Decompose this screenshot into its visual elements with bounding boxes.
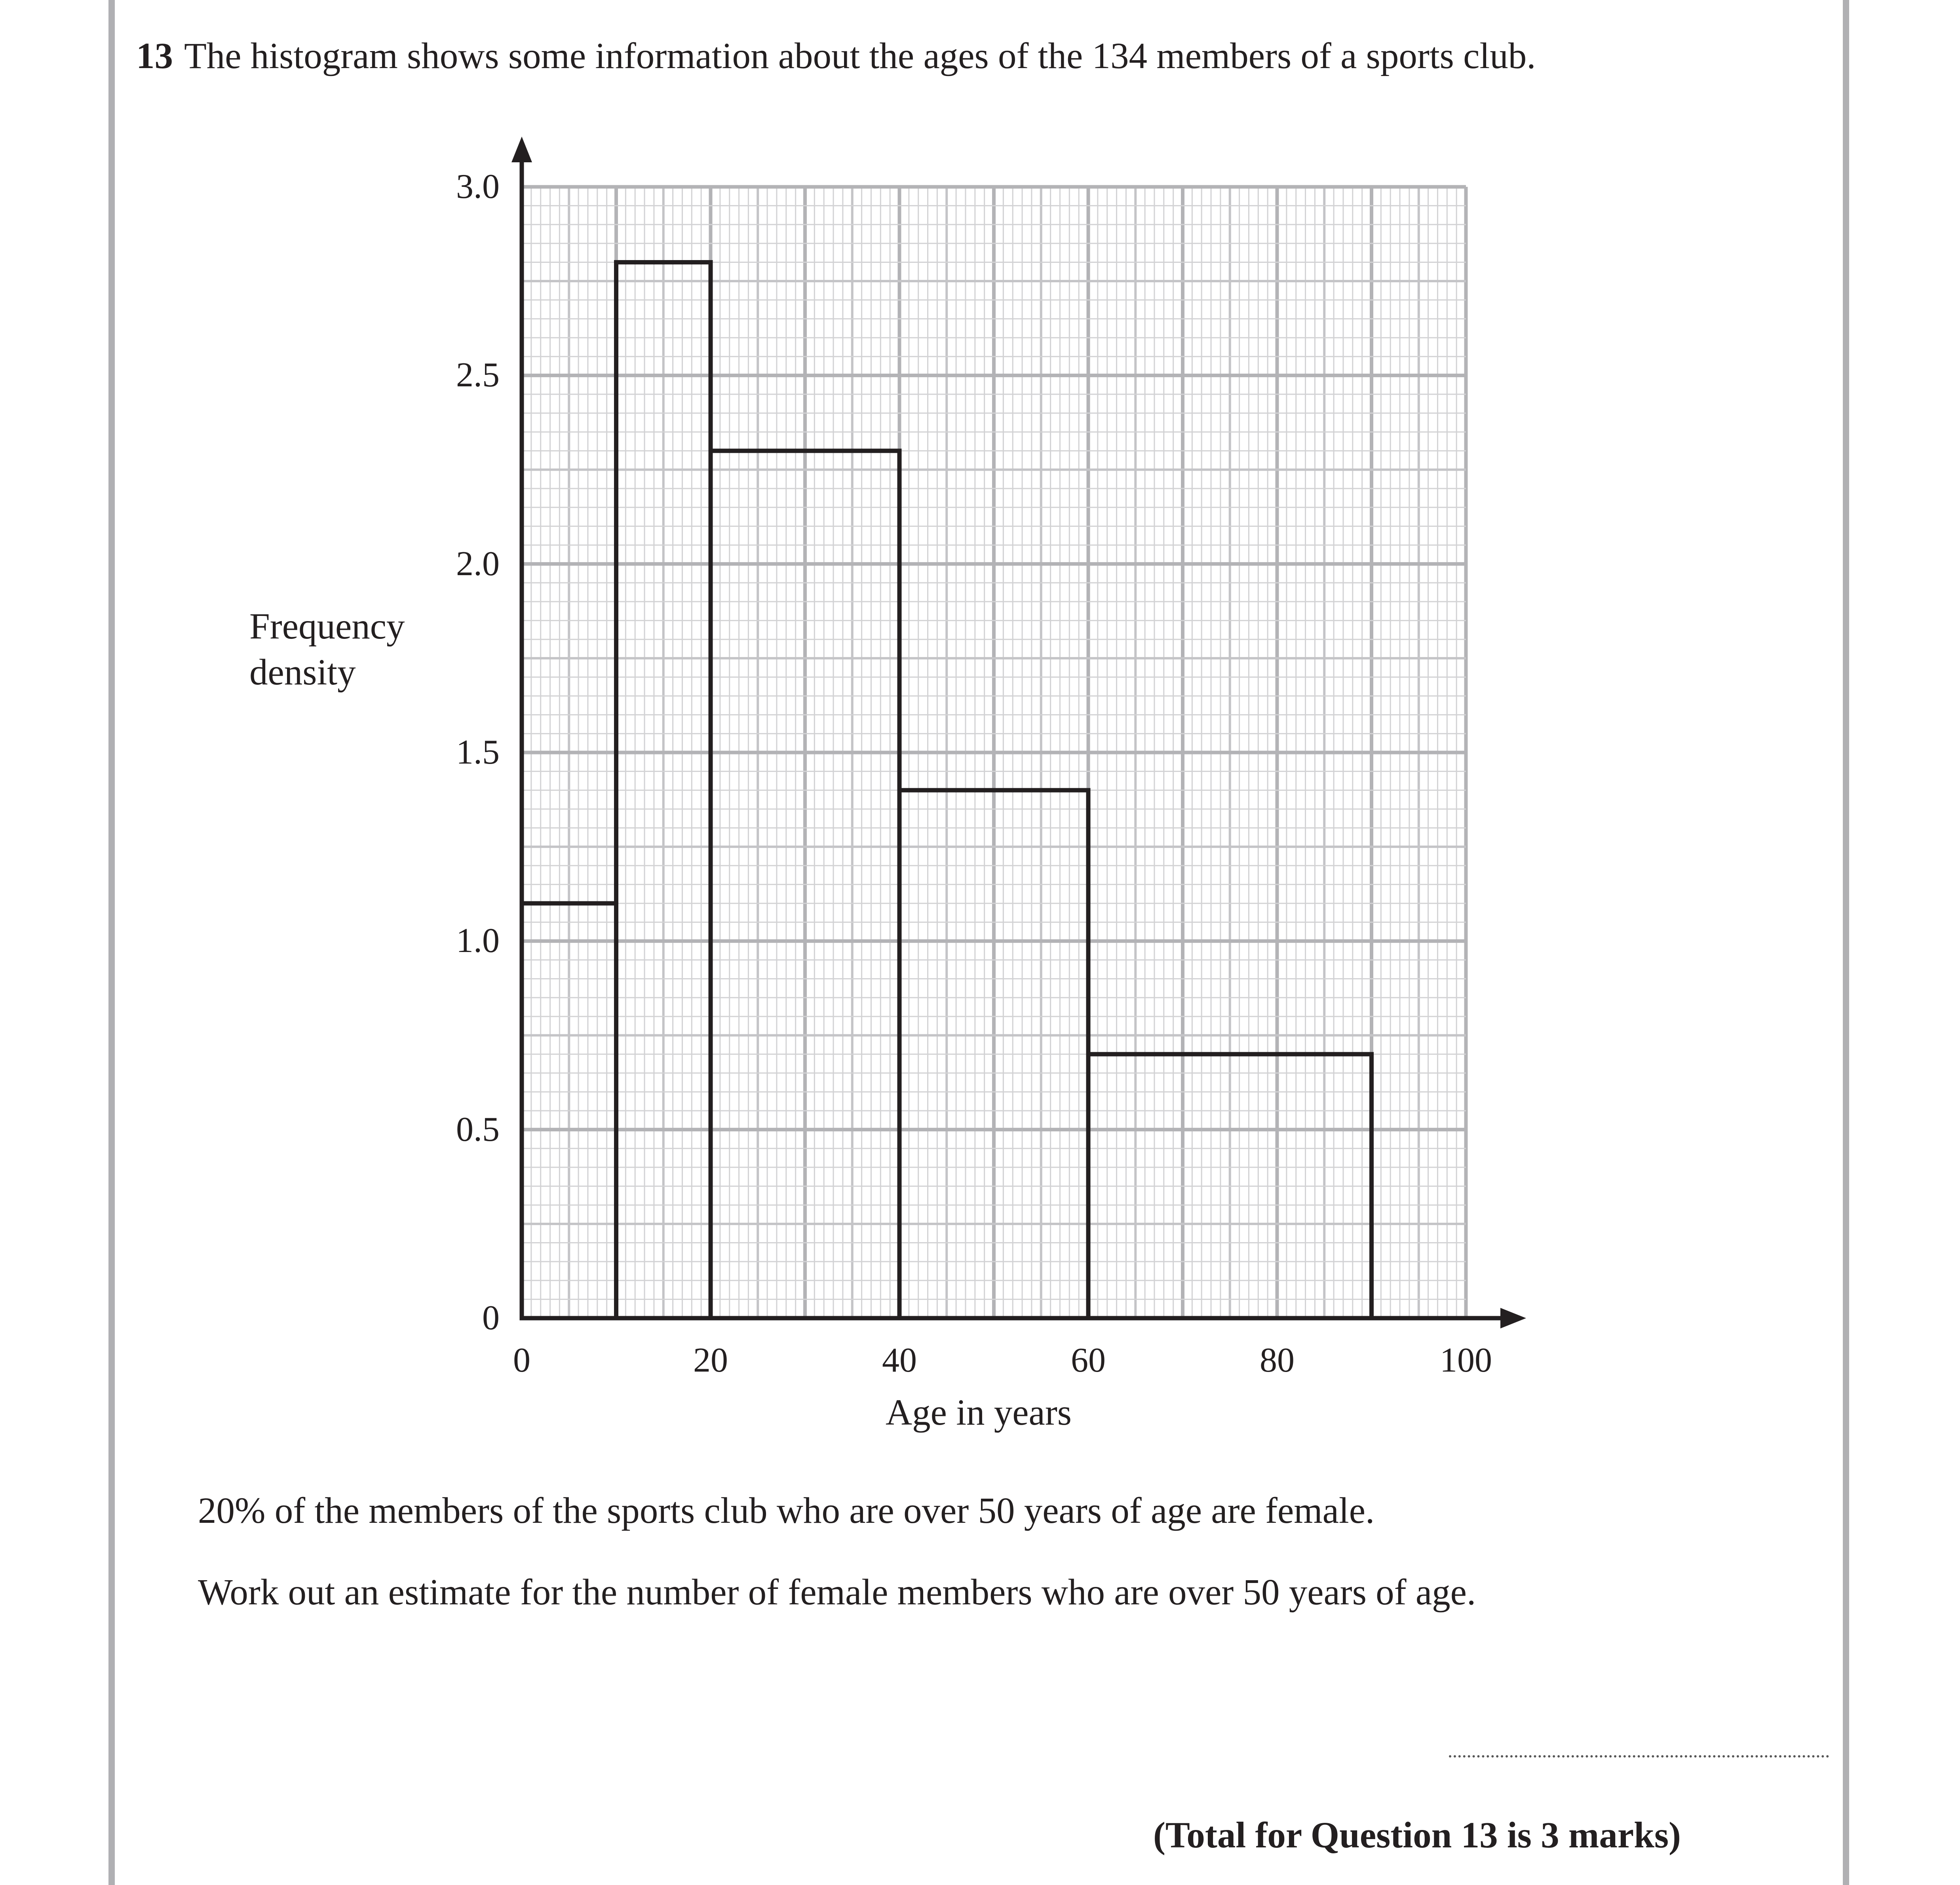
y-tick-label: 3.0 (456, 167, 500, 206)
x-tick-label: 20 (693, 1341, 728, 1380)
x-tick-label: 60 (1071, 1341, 1106, 1380)
y-tick-label: 2.5 (456, 356, 500, 395)
y-tick-label: 0 (482, 1299, 500, 1337)
y-axis-arrow-icon (511, 137, 532, 162)
x-tick-label: 40 (882, 1341, 917, 1380)
question-text: The histogram shows some information about the ages of the 134 members of a sports club. (184, 36, 1536, 76)
x-tick-label: 100 (1440, 1341, 1492, 1380)
answer-line[interactable] (1449, 1755, 1829, 1758)
y-tick-label: 1.5 (456, 733, 500, 771)
question-line-2: Work out an estimate for the number of female members who are over 50 years of age. (198, 1572, 1476, 1613)
x-tick-label: 0 (513, 1341, 530, 1380)
question-number: 13 (136, 36, 173, 76)
chart-grid (522, 187, 1466, 1318)
y-axis-label-line2: density (249, 652, 356, 693)
question-line-1: 20% of the members of the sports club who are over 50 years of age are female. (198, 1490, 1375, 1531)
total-marks: (Total for Question 13 is 3 marks) (1153, 1815, 1681, 1856)
x-tick-label: 80 (1260, 1341, 1295, 1380)
x-axis-arrow-icon (1500, 1308, 1526, 1328)
y-tick-label: 2.0 (456, 544, 500, 583)
y-tick-label: 0.5 (456, 1110, 500, 1149)
y-tick-label: 1.0 (456, 922, 500, 960)
x-axis-label: Age in years (886, 1392, 1072, 1433)
y-axis-label-line1: Frequency (249, 606, 405, 647)
